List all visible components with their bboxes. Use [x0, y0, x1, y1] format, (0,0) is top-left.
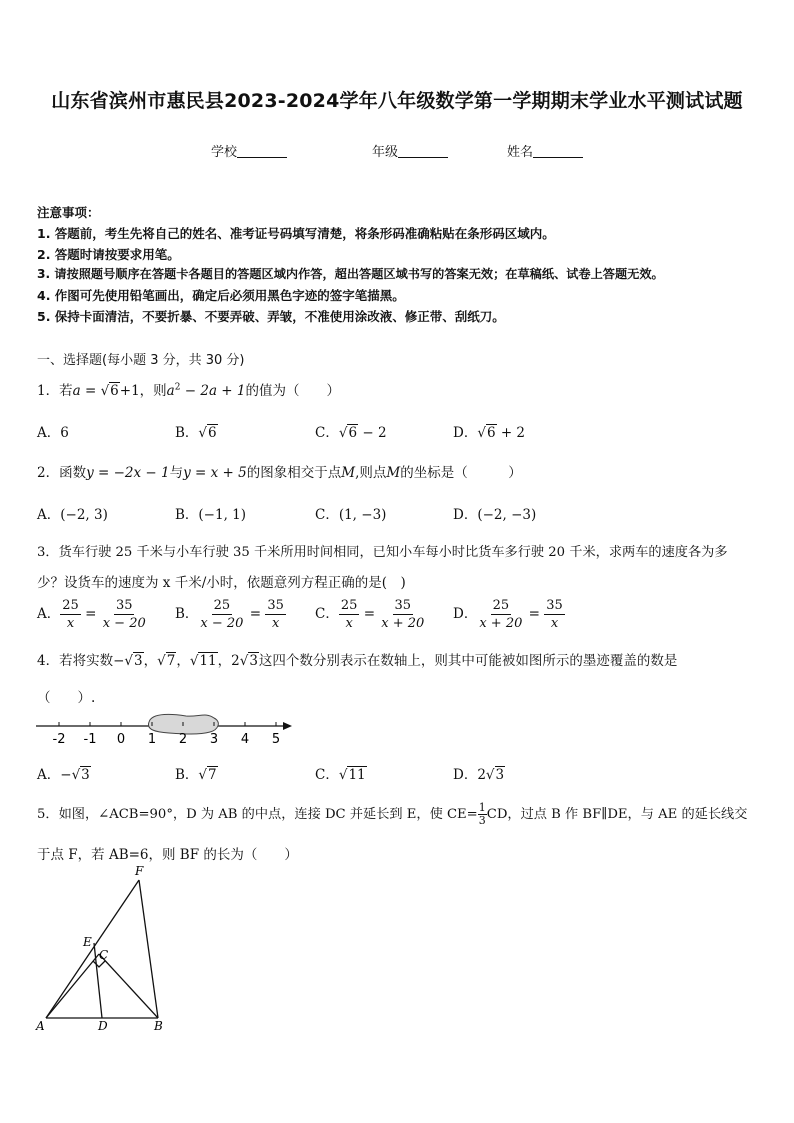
q1-b-sqrt: 6	[208, 425, 217, 441]
notice-item: 5. 保持卡面清洁，不要折暴、不要弄破、弄皱，不准使用涂改液、修正带、刮纸刀。	[37, 309, 505, 324]
q4-option-c	[315, 763, 367, 783]
q4-c-label: C．	[315, 767, 339, 783]
geometry-figure	[30, 862, 180, 1037]
tick-label: 1	[147, 732, 157, 747]
school-blank	[237, 144, 287, 158]
q2-point-m2: M	[386, 465, 401, 481]
q4-d-label: D．	[453, 767, 478, 783]
q4-value3: 11	[199, 653, 217, 669]
sqrt-icon: √	[338, 767, 348, 783]
sqrt-icon: √	[189, 653, 199, 669]
q1-d-sqrt: 6	[486, 425, 496, 441]
label-d: D	[98, 1019, 108, 1033]
equals: =	[85, 606, 97, 622]
denominator: x	[550, 616, 559, 631]
coefficient: 2	[231, 653, 240, 669]
sqrt-icon: √	[198, 767, 208, 783]
notice-item: 4. 作图可先使用铅笔画出，确定后必须用黑色字迹的签字笔描黑。	[37, 288, 405, 303]
question-4-line2: （ ）.	[37, 690, 96, 706]
q4-prefix: 4．若将实数	[37, 653, 114, 669]
q1-sqrt: 6	[110, 383, 119, 399]
q1-option-b	[175, 421, 218, 441]
q1-plus1: +1	[119, 383, 140, 399]
fraction	[101, 597, 148, 632]
q1-then: ，则	[139, 383, 167, 399]
q1-prefix: 1．若	[37, 383, 73, 399]
q4-option-a	[37, 763, 91, 783]
q1-suffix: 的值为（ ）	[245, 383, 340, 399]
label-c: C	[99, 948, 109, 962]
denominator: x + 20	[479, 616, 523, 631]
segment-af	[46, 880, 139, 1018]
denominator: x	[66, 616, 75, 631]
denominator: x − 20	[200, 616, 244, 631]
q3-option-c	[315, 597, 426, 632]
q1-c-rest: − 2	[358, 425, 387, 441]
numerator: 25	[213, 598, 231, 613]
fraction	[60, 597, 81, 632]
q3-option-b	[175, 597, 286, 632]
q2-option-d: D．(−2, −3)	[453, 507, 537, 523]
fraction	[477, 597, 524, 632]
question-1	[37, 379, 340, 399]
segment-fb	[139, 880, 158, 1018]
q1-eq: =	[80, 383, 101, 399]
name-label: 姓名	[507, 145, 534, 160]
label-f: F	[135, 864, 144, 878]
fraction	[379, 597, 426, 632]
numerator: 25	[62, 598, 79, 613]
fraction	[478, 802, 487, 827]
denominator: x − 20	[102, 616, 146, 631]
grade-blank	[398, 144, 448, 158]
sqrt-icon: √	[124, 653, 134, 669]
q4-value1: 3	[134, 653, 143, 669]
question-3-line1: 3．货车行驶 25 千米与小车行驶 35 千米所用时间相同，已知小车每小时比货车多行驶 20 千米，求两车的速度各为多	[37, 545, 728, 560]
equals: =	[249, 606, 262, 622]
tick-label: 4	[240, 732, 250, 747]
sqrt-icon: √	[100, 383, 110, 399]
q2-mid2: 的图象相交于点	[246, 465, 342, 481]
q1-option-a: A．6	[37, 425, 69, 441]
tick-label: -1	[83, 732, 97, 747]
q4-d-sqrt: 3	[495, 767, 505, 783]
q2-option-c: C．(1, −3)	[315, 507, 387, 523]
q4-suffix: 这四个数分别表示在数轴上，则其中可能被如图所示的墨迹覆盖的数是	[258, 653, 678, 669]
label-e: E	[83, 935, 92, 949]
label-a: A	[36, 1019, 45, 1033]
denominator: 3	[478, 814, 486, 827]
question-4	[37, 649, 677, 669]
q1-expr-rest: − 2a + 1	[180, 383, 246, 399]
arrow-icon	[283, 722, 292, 730]
q5-text-start: 5．如图，∠ACB=90°，D 为 AB 的中点，连接 DC 并延长到 E，使 CE=	[37, 807, 478, 822]
numerator: 35	[267, 598, 284, 613]
equals: =	[363, 606, 375, 622]
notice-heading: 注意事项：	[37, 205, 100, 220]
numerator: 35	[115, 598, 133, 613]
numerator: 35	[546, 598, 563, 613]
name-field	[507, 141, 583, 160]
minus-sign: −	[113, 653, 125, 669]
grade-label: 年级	[372, 145, 399, 160]
q1-d-rest: + 2	[496, 425, 526, 441]
section-heading: 一、选择题(每小题 3 分，共 30 分)	[37, 353, 245, 368]
q2-mid: 与	[169, 465, 184, 481]
grade-field	[372, 141, 448, 160]
fraction	[339, 597, 360, 632]
tick-label: 3	[209, 732, 219, 747]
q2-option-b: B．(−1, 1)	[175, 507, 247, 523]
q1-sup: 2	[174, 382, 181, 393]
fraction	[544, 597, 565, 632]
q5-text-end: CD，过点 B 作 BF∥DE，与 AE 的延长线交	[486, 807, 748, 822]
q4-c-sqrt: 11	[348, 767, 366, 783]
q1-d-label: D．	[453, 425, 478, 441]
q1-expr-a: a	[166, 383, 175, 399]
segment-ac	[46, 954, 99, 1018]
q4-a-label: A．	[37, 767, 61, 783]
school-field	[211, 141, 287, 160]
numerator: 35	[394, 598, 412, 613]
notice-item: 3. 请按照题号顺序在答题卡各题目的答题区域内作答，超出答题区域书写的答案无效；在草稿纸、试卷上答题无效。	[37, 267, 664, 281]
q1-c-sqrt: 6	[348, 425, 358, 441]
sqrt-icon: √	[338, 425, 348, 441]
q4-b-label: B．	[175, 767, 199, 783]
separator: ，	[176, 653, 190, 669]
sqrt-icon: √	[239, 653, 249, 669]
q3-a-label: A．	[37, 606, 61, 622]
fraction	[265, 597, 286, 632]
tick-label: 0	[116, 732, 126, 747]
q2-func1: y = −2x − 1	[86, 465, 170, 481]
numerator: 25	[340, 598, 358, 613]
q3-option-d	[453, 597, 565, 632]
minus-sign: −	[60, 767, 72, 783]
tick-label: 2	[178, 732, 188, 747]
numerator: 1	[478, 801, 486, 814]
notice-item: 2. 答题时请按要求用笔。	[37, 247, 180, 262]
question-3-line2: 少？设货车的速度为 x 千米/小时，依题意列方程正确的是( )	[37, 575, 406, 591]
q2-func2: y = x + 5	[183, 465, 247, 481]
question-5-line2: 于点 F，若 AB=6，则 BF 的长为（ ）	[37, 847, 298, 863]
denominator: x + 20	[381, 616, 425, 631]
equals: =	[528, 606, 540, 622]
segment-cb	[99, 954, 158, 1018]
school-label: 学校	[211, 145, 238, 160]
sqrt-icon: √	[71, 767, 81, 783]
q4-b-sqrt: 7	[208, 767, 217, 783]
sqrt-icon: √	[157, 653, 166, 669]
sqrt-icon: √	[477, 425, 486, 441]
q3-b-label: B．	[175, 606, 199, 622]
denominator: x	[271, 616, 280, 631]
question-5	[37, 802, 747, 827]
page-title: 山东省滨州市惠民县2023-2024学年八年级数学第一学期期末学业水平测试试题	[51, 90, 743, 112]
q4-value2: 7	[166, 653, 176, 669]
q2-option-a: A．(−2, 3)	[37, 507, 108, 523]
sqrt-icon: √	[198, 425, 208, 441]
q3-c-label: C．	[315, 606, 339, 622]
number-line	[34, 708, 304, 748]
q4-a-sqrt: 3	[81, 767, 90, 783]
q1-var-a: a	[72, 383, 81, 399]
tick-label: -2	[52, 732, 66, 747]
q2-mid3: ,则点	[355, 465, 387, 481]
name-blank	[533, 144, 583, 158]
q2-prefix: 2．函数	[37, 465, 87, 481]
q4-option-b	[175, 763, 218, 783]
question-2	[37, 461, 522, 481]
separator: ，	[143, 653, 158, 669]
q4-value4: 3	[249, 653, 258, 669]
q3-d-label: D．	[453, 606, 478, 622]
q2-point-m: M	[341, 465, 356, 481]
q3-option-a	[37, 597, 148, 632]
q1-b-label: B．	[175, 425, 199, 441]
coefficient: 2	[477, 767, 486, 783]
fraction	[198, 597, 245, 632]
q1-c-label: C．	[315, 425, 339, 441]
q1-option-c	[315, 421, 387, 441]
label-b: B	[154, 1019, 163, 1033]
q2-suffix: 的坐标是（ ）	[400, 465, 522, 481]
separator: ，	[217, 653, 232, 669]
numerator: 25	[492, 598, 510, 613]
tick-label: 5	[271, 732, 281, 747]
notice-item: 1. 答题前，考生先将自己的姓名、准考证号码填写清楚，将条形码准确粘贴在条形码区域内。	[37, 226, 555, 241]
q4-option-d	[453, 763, 505, 783]
q1-option-d	[453, 421, 525, 441]
denominator: x	[345, 616, 353, 631]
sqrt-icon: √	[485, 767, 495, 783]
